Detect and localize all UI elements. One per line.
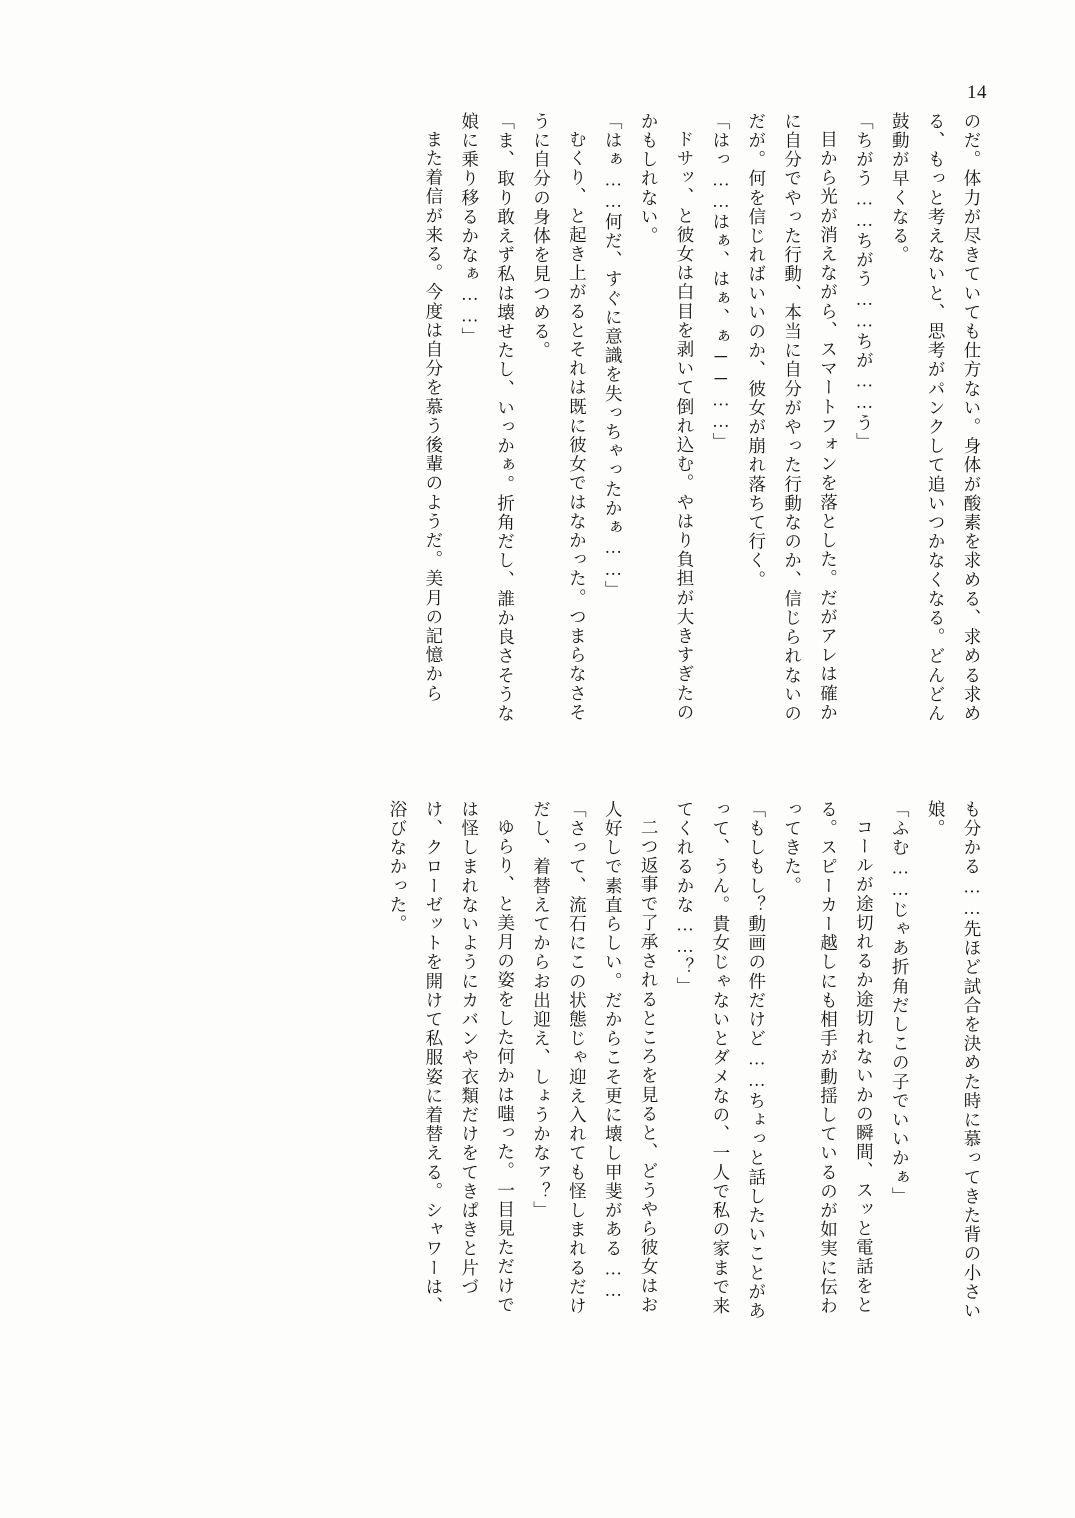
paragraph: も分かる……先ほど試合を決めた時に慕ってきた背の小さい娘。 xyxy=(926,800,982,1321)
paragraph: ドサッ、と彼女は白目を剥いて倒れ込む。やはり負担が大きすぎたのかもしれない。 xyxy=(639,112,695,722)
paragraph: また着信が来る。今度は自分を慕う後輩のようだ。美月の記憶から xyxy=(423,129,444,703)
body-text-upper xyxy=(415,112,989,727)
paragraph: 目から光が消えながら、スマートフォンを落とした。だがアレは確かに自分でやった行動、本当に自分がやった行動なのか、信じられないのだが。何を信じればいいのか、彼女が崩れ落ちて行く。 xyxy=(746,112,839,724)
paragraph: のだ。体力が尽きていても仕方ない。身体が酸素を求める、求める求める、もっと考えないと、思考がパンクして追いつかなくなる。どんどん鼓動が早くなる。 xyxy=(890,112,982,724)
paragraph: むくり、と起き上がるとそれは既に彼女ではなかった。つまらなさそうに自分の身体を見つめる。 xyxy=(531,112,588,722)
paragraph: 「さって、流石にこの状態じゃ迎え入れても怪しまれるだけだし、着替えてからお出迎え、しょうかなァ？」 xyxy=(531,800,588,1316)
paragraph: 「もしもし？動画の件だけど……ちょっと話したいことがあって、うん。貴女じゃないとダメなの、一人で私の家まで来てくれるかな……？」 xyxy=(675,800,767,1321)
paragraph: コールが途切れるか途切れないかの瞬間、スッと電話をとる。スピーカー越しにも相手が動揺しているのが如実に伝わってきた。 xyxy=(782,800,875,1316)
paragraph: 「はっ……はぁ、はぁ、ぁ──……」 xyxy=(710,112,731,452)
paragraph: 「ま、取り敢えず私は壊せたし、いっかぁ。折角だし、誰か良さそうな娘に乗り移るかなぁ……」 xyxy=(459,112,516,724)
paragraph: ゆらり、と美月の姿をした何かは嗤った。一目見ただけでは怪しまれないようにカバンや衣類だけをてきぱきと片づけ、クローゼットを開けて私服姿に着替える。シャワーは、浴びなかった。 xyxy=(388,800,516,1316)
paragraph: 「ちがう……ちがう……ちが……う」 xyxy=(854,112,875,452)
paragraph: 「ふむ……じゃあ折角だしこの子でいいかぁ」 xyxy=(890,800,911,1207)
page-number: 14 xyxy=(967,82,987,103)
paragraph: 「はぁ……何だ、すぐに意識を失っちゃったかぁ……」 xyxy=(603,112,624,600)
body-text-lower xyxy=(379,800,989,1330)
paragraph: 二つ返事で了承されるところを見ると、どうやら彼女はお人好しで素直らしい。だからこそ更に壊し甲斐がある…… xyxy=(603,800,660,1315)
